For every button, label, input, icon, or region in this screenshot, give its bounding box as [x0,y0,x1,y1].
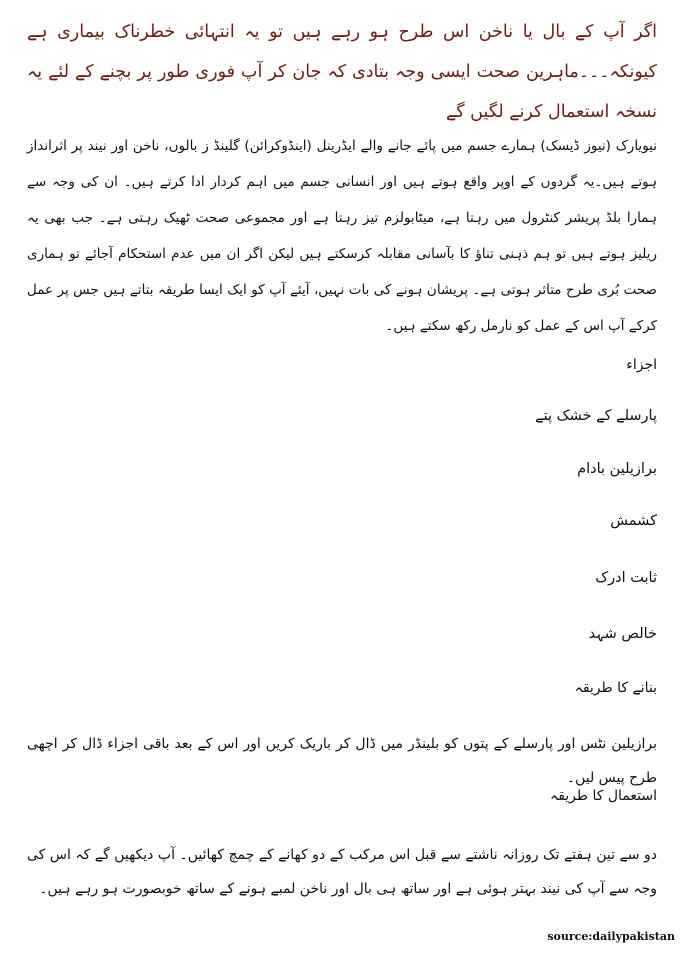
article-intro-paragraph: نیویارک (نیوز ڈیسک) ہمارے جسم میں پائے جانے والے ایڈرینل (اینڈوکرائن) گلینڈ ز بالوں، ناخن اور نیند پر اثرانداز ہوتے ہیں۔یہ گردوں کے اوپر واقع ہوتے ہیں اور انسانی جسم میں اہم کردار ادا کرتے ہیں۔ ان کی وجہ سے ہمارا بلڈ پریشر کنٹرول میں رہتا ہے، میٹابولزم تیز رہتا ہے اور مجموعی صحت ٹھیک رہتی ہے۔ جب بھی یہ ریلیز ہوتے ہیں تو ہم ذہنی تناؤ کا بآسانی مقابلہ کرسکتے ہیں لیکن اگر ان میں عدم استحکام آجائے تو ہماری صحت بُری طرح متاثر ہوتی ہے۔ پریشان ہونے کی بات نہیں، آیئے آپ کو ایک ایسا طریقہ بتاتے ہیں جس پر عمل کرکے آپ اس کے عمل کو نارمل رکھ سکتے ہیں۔ [27,138,657,334]
method-text: برازیلین نٹس اور پارسلے کے پتوں کو بلینڈر میں ڈال کر باریک کریں اور اس کے بعد باقی اجزاء ڈال کر اچھی طرح پیس لیں۔ [27,736,657,786]
usage-heading: استعمال کا طریقہ [549,788,657,804]
method-heading: بنانے کا طریقہ [574,680,657,696]
ingredient-item: کشمش [610,513,657,529]
ingredient-item: ثابت ادرک [595,570,657,586]
ingredient-item: خالص شہد [588,626,657,642]
article-headline: اگر آپ کے بال یا ناخن اس طرح ہو رہے ہیں تو یہ انتہائی خطرناک بیماری ہے کیونکہ۔۔۔ماہرین صحت ایسی وجہ بتادی کہ جان کر آپ فوری طور پر بچنے کے لئے یہ نسخہ استعمال کرنے لگیں گے [27,22,657,122]
source-credit: source:dailypakistan [547,930,675,943]
ingredient-item: پارسلے کے خشک پتے [535,408,657,424]
ingredient-item: برازیلین بادام [577,461,657,477]
usage-text: دو سے تین ہفتے تک روزانہ ناشتے سے قبل اس مرکب کے دو کھانے کے چمچ کھائیں۔ آپ دیکھیں گے کہ اس کی وجہ سے آپ کی نیند بہتر ہوئی ہے اور ساتھ ہی بال اور ناخن لمبے ہونے کے ساتھ خوبصورت ہو رہے ہیں۔ [27,847,657,897]
ingredients-heading: اجزاء [626,357,657,373]
